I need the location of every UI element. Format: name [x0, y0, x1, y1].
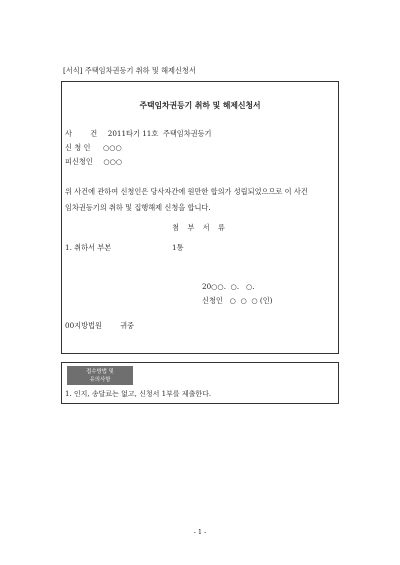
- form-title: 주택임차권등기 취하 및 해제신청서: [139, 101, 261, 110]
- application-form: [61, 81, 339, 354]
- statement-line-1: 위 사건에 관하여 신청인은 당사자간에 원만한 합의가 성립되었으므로 이 사건: [65, 187, 308, 196]
- filing-notes-box: [61, 362, 339, 404]
- statement-line-2: 임차권등기의 취하 및 집행해제 신청을 합니다.: [65, 203, 211, 212]
- respondent-row: [65, 157, 122, 167]
- filing-note: 1. 인지, 송달료는 없고, 신청서 1부를 제출한다.: [65, 390, 212, 398]
- attachment-item: 1. 취하서 부본: [65, 243, 112, 252]
- applicant-row: [65, 143, 122, 153]
- badge-line-2: 유의사항: [89, 376, 111, 383]
- court-addressee: 00지방법원 귀중: [65, 321, 135, 330]
- request-statement: [65, 184, 328, 216]
- respondent-value: ○○○: [103, 157, 123, 166]
- applicant-signature: 신청인 ○ ○ ○ (인): [202, 296, 273, 305]
- applicant-label: 신 청 인: [65, 143, 91, 152]
- attachments-heading: 첨 부 서 류: [172, 223, 228, 232]
- form-caption: [서식] 주택임차권등기 취하 및 해제신청서: [63, 66, 196, 75]
- attachment-quantity: 1통: [172, 243, 184, 252]
- respondent-label: 피신청인: [65, 157, 93, 166]
- case-row: [65, 129, 212, 139]
- filing-date: 20○○. ○. ○.: [202, 282, 255, 291]
- case-label: 사 건: [65, 129, 98, 138]
- case-value: 2011타기 11호 주택임차권등기: [107, 129, 212, 138]
- badge-line-1: 접수방법 및: [86, 368, 114, 375]
- page-number: - 1 -: [193, 528, 207, 536]
- applicant-value: ○○○: [103, 143, 122, 152]
- notes-badge: [67, 366, 133, 385]
